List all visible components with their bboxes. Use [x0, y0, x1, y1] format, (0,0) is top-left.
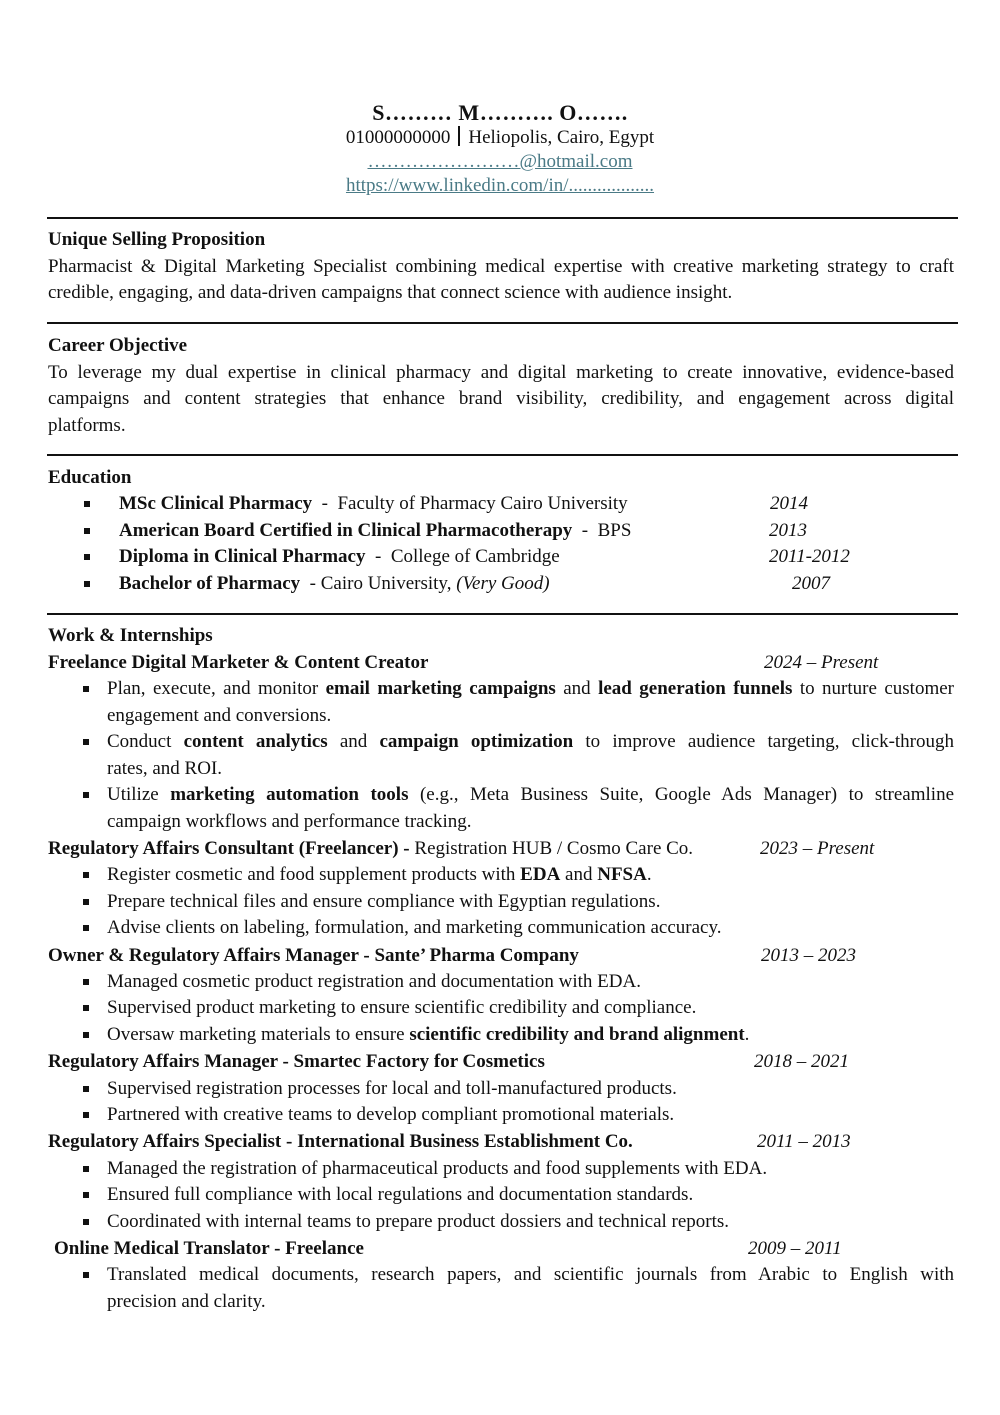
education-entry [119, 491, 628, 518]
job-header [48, 943, 948, 970]
separator-bar [458, 126, 460, 146]
education-entry [119, 544, 560, 571]
candidate-name: S……… M………. O……. [372, 100, 628, 125]
education-date: 2011-2012 [769, 546, 850, 567]
bullet-text: (e.g., Meta Business Suite, Google Ads Manager) to streamline [408, 784, 955, 805]
bullet-line: Translated medical documents, research papers, and scientific journals from Arabic to English with [107, 1264, 954, 1285]
contact-line [0, 126, 1000, 150]
bullet-text: Conduct [107, 731, 184, 752]
bullet-square-icon [83, 1032, 89, 1038]
bullet-square-icon [83, 739, 89, 745]
institution: BPS [597, 520, 632, 541]
job-header [48, 650, 948, 677]
job-date: 2009 – 2011 [748, 1238, 842, 1259]
section-title-objective: Career Objective [48, 335, 188, 356]
job-title: Regulatory Affairs Consultant (Freelancer) - [48, 838, 410, 859]
bullet-text: Register cosmetic and food supplement products with [107, 864, 521, 885]
bullet-text: to nurture customer [792, 678, 954, 699]
job-header [48, 1049, 948, 1076]
bullet-text: to improve audience targeting, click-through [573, 731, 955, 752]
education-date: 2007 [792, 573, 830, 594]
grade-note: (Very Good) [456, 573, 550, 594]
bullet-square-icon [84, 554, 90, 560]
location: Heliopolis, Cairo, Egypt [468, 127, 655, 148]
job-bullet [107, 1262, 954, 1315]
separator: - [321, 493, 328, 514]
bullet-bold: content analytics [183, 731, 328, 752]
bullet-square-icon [83, 1166, 89, 1172]
phone-number: 01000000000 [345, 127, 451, 148]
separator: - [309, 573, 316, 594]
bullet-text: and [327, 731, 380, 752]
usp-line: Pharmacist & Digital Marketing Specialist combining medical expertise with creative marketing strategy to craft [48, 255, 954, 277]
bullet-square-icon [83, 899, 89, 905]
education-title-wrap [48, 465, 954, 492]
job-bullet: Ensured full compliance with local regulations and documentation standards. [107, 1184, 694, 1205]
job-header [54, 1236, 954, 1263]
bullet-square-icon [84, 501, 90, 507]
job-title: Regulatory Affairs Manager - Smartec Factory for Cosmetics [48, 1051, 545, 1072]
bullet-square-icon [83, 1192, 89, 1198]
divider [47, 322, 958, 324]
job-header [48, 1129, 948, 1156]
degree: Bachelor of Pharmacy [119, 573, 301, 594]
job-title: Regulatory Affairs Specialist - International Business Establishment Co. [48, 1131, 633, 1152]
degree: Diploma in Clinical Pharmacy [119, 546, 366, 567]
job-title: Owner & Regulatory Affairs Manager - Sante’ Pharma Company [48, 945, 579, 966]
divider [47, 454, 958, 456]
objective-line: To leverage my dual expertise in clinical pharmacy and digital marketing to create innovative, evidence-based [48, 361, 954, 383]
bullet-bold: NFSA [597, 864, 647, 885]
job-bullet: Supervised registration processes for local and toll-manufactured products. [107, 1078, 677, 1099]
section-title-education: Education [48, 467, 132, 488]
section-title-work: Work & Internships [48, 625, 213, 646]
job-header [48, 836, 948, 863]
bullet-continuation: campaign workflows and performance tracking. [107, 810, 472, 832]
job-bullet: Managed cosmetic product registration and documentation with EDA. [107, 971, 641, 992]
bullet-square-icon [83, 872, 89, 878]
bullet-square-icon [83, 686, 89, 692]
job-bullet: Prepare technical files and ensure compliance with Egyptian regulations. [107, 891, 661, 912]
education-date: 2013 [769, 520, 807, 541]
job-bullet [107, 862, 954, 889]
job-bullet: Partnered with creative teams to develop compliant promotional materials. [107, 1104, 675, 1125]
linkedin-link[interactable]: https://www.linkedin.com/in/.................. [345, 175, 655, 196]
bullet-square-icon [83, 925, 89, 931]
bullet-square-icon [83, 1112, 89, 1118]
bullet-square-icon [83, 1005, 89, 1011]
job-date: 2023 – Present [760, 838, 875, 859]
separator: - [581, 520, 589, 541]
bullet-bold: marketing automation tools [170, 784, 409, 805]
bullet-square-icon [83, 1272, 89, 1278]
job-date: 2011 – 2013 [757, 1131, 851, 1152]
institution: Cairo University, [320, 573, 452, 594]
divider [47, 613, 958, 615]
objective-section [48, 333, 954, 439]
objective-line: campaigns and content strategies that enhance brand visibility, credibility, and engagement across digital [48, 388, 954, 409]
section-title-usp: Unique Selling Proposition [48, 229, 266, 250]
degree: American Board Certified in Clinical Pharmacotherapy [119, 520, 573, 541]
education-date: 2014 [770, 493, 808, 514]
divider [47, 217, 958, 219]
bullet-line [107, 729, 954, 756]
institution: College of Cambridge [390, 546, 560, 567]
bullet-line [107, 782, 954, 809]
bullet-line [107, 676, 954, 703]
bullet-continuation: precision and clarity. [107, 1290, 266, 1312]
objective-line: platforms. [48, 414, 126, 436]
bullet-text: . [744, 1024, 750, 1045]
bullet-bold: campaign optimization [379, 731, 574, 752]
degree: MSc Clinical Pharmacy [119, 493, 313, 514]
job-bullet [107, 729, 954, 782]
bullet-text: Plan, execute, and monitor [107, 678, 326, 699]
education-entry [119, 518, 631, 545]
job-bullet [107, 782, 954, 835]
bullet-square-icon [84, 528, 90, 534]
institution: Faculty of Pharmacy Cairo University [337, 493, 628, 514]
bullet-continuation: engagement and conversions. [107, 704, 332, 726]
job-bullet [107, 1022, 954, 1049]
bullet-bold: lead generation funnels [598, 678, 793, 699]
job-date: 2024 – Present [764, 652, 879, 673]
job-bullet: Supervised product marketing to ensure scientific credibility and compliance. [107, 997, 697, 1018]
email-link[interactable]: ……………………@hotmail.com [367, 151, 633, 172]
bullet-continuation: rates, and ROI. [107, 757, 223, 779]
bullet-square-icon [83, 792, 89, 798]
job-bullet [107, 676, 954, 729]
bullet-bold: EDA [520, 864, 561, 885]
bullet-square-icon [83, 1219, 89, 1225]
usp-section [48, 227, 954, 307]
bullet-text: Utilize [107, 784, 171, 805]
separator: - [374, 546, 382, 567]
job-employer: Registration HUB / Cosmo Care Co. [409, 838, 694, 859]
job-date: 2013 – 2023 [761, 945, 856, 966]
work-title-wrap [48, 623, 954, 650]
job-bullet: Managed the registration of pharmaceutical products and food supplements with EDA. [107, 1158, 768, 1179]
job-date: 2018 – 2021 [754, 1051, 849, 1072]
usp-line: credible, engaging, and data-driven campaigns that connect science with audience insight. [48, 282, 733, 303]
resume-header [0, 100, 1000, 198]
bullet-square-icon [83, 1086, 89, 1092]
job-bullet: Coordinated with internal teams to prepare product dossiers and technical reports. [107, 1211, 730, 1232]
bullet-text: . [646, 864, 652, 885]
job-title: Online Medical Translator - Freelance [54, 1238, 364, 1259]
bullet-text: and [555, 678, 599, 699]
bullet-text: Oversaw marketing materials to ensure [107, 1024, 410, 1045]
bullet-bold: scientific credibility and brand alignment [409, 1024, 745, 1045]
bullet-text: and [560, 864, 598, 885]
bullet-square-icon [83, 979, 89, 985]
bullet-bold: email marketing campaigns [325, 678, 556, 699]
job-title: Freelance Digital Marketer & Content Creator [48, 652, 429, 673]
bullet-square-icon [84, 581, 90, 587]
job-bullet: Advise clients on labeling, formulation, and marketing communication accuracy. [107, 917, 722, 938]
education-entry [119, 571, 550, 598]
